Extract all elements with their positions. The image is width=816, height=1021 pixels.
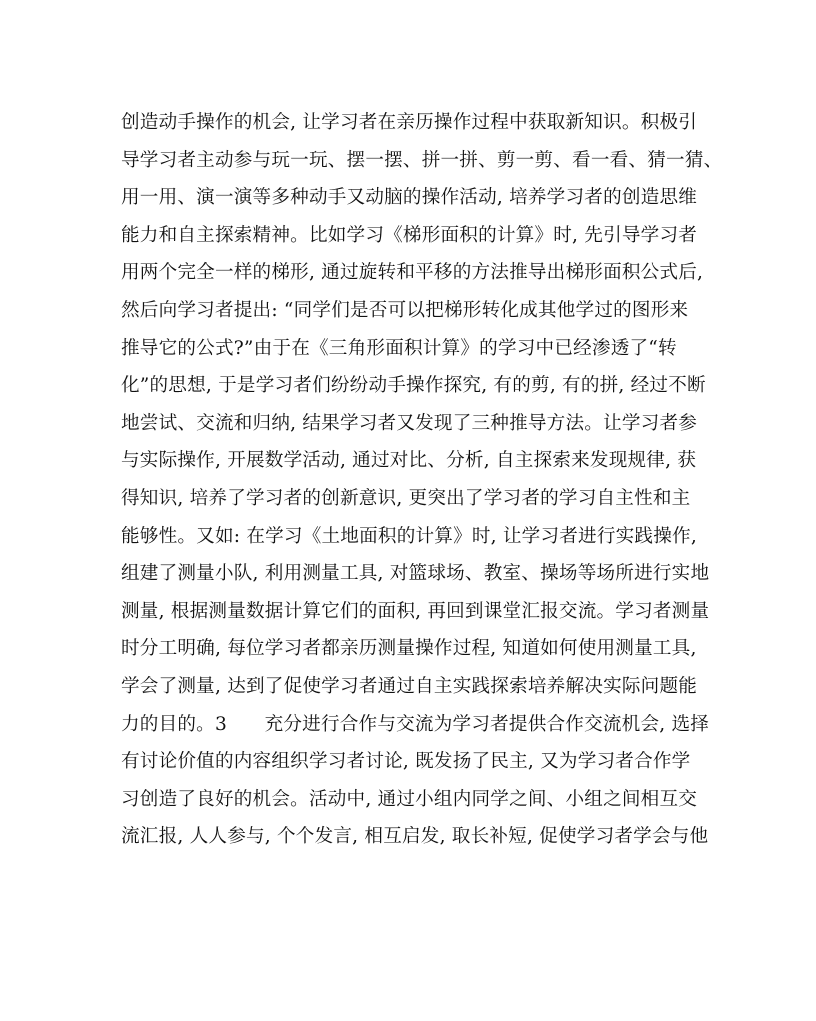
text-line: 测量, 根据测量数据计算它们的面积, 再回到课堂汇报交流。学习者测量: [121, 600, 710, 622]
text-line: 组建了测量小队, 利用测量工具, 对篮球场、教室、操场等场所进行实地: [121, 563, 710, 585]
text-line: 力的目的。3 充分进行合作与交流为学习者提供合作交流机会, 选择: [121, 713, 710, 735]
text-line: 导学习者主动参与玩一玩、摆一摆、拼一拼、剪一剪、看一看、猜一猜、: [121, 149, 723, 171]
text-line: 习创造了良好的机会。活动中, 通过小组内同学之间、小组之间相互交: [121, 788, 698, 810]
text-line: 能够性。又如: 在学习《土地面积的计算》时, 让学习者进行实践操作,: [121, 525, 697, 547]
text-line: 能力和自主探索精神。比如学习《梯形面积的计算》时, 先引导学习者: [121, 224, 698, 246]
text-line: 推导它的公式?”由于在《三角形面积计算》的学习中已经渗透了“转: [121, 337, 677, 359]
text-line: 用一用、演一演等多种动手又动脑的操作活动, 培养学习者的创造思维: [121, 187, 698, 209]
text-line: 地尝试、交流和归纳, 结果学习者又发现了三种推导方法。让学习者参: [121, 412, 698, 434]
text-line: 化”的思想, 于是学习者们纷纷动手操作探究, 有的剪, 有的拼, 经过不断: [121, 375, 706, 397]
text-line: 创造动手操作的机会, 让学习者在亲历操作过程中获取新知识。积极引: [121, 112, 698, 133]
text-line: 流汇报, 人人参与, 个个发言, 相互启发, 取长补短, 促使学习者学会与他: [121, 826, 709, 848]
text-line: 用两个完全一样的梯形, 通过旋转和平移的方法推导出梯形面积公式后,: [121, 262, 704, 284]
text-line: 然后向学习者提出: “同学们是否可以把梯形转化成其他学过的图形来: [121, 299, 689, 321]
text-line: 学会了测量, 达到了促使学习者通过自主实践探索培养解决实际问题能: [121, 675, 698, 697]
text-line: 得知识, 培养了学习者的创新意识, 更突出了学习者的学习自主性和主: [121, 487, 691, 509]
text-line: 有讨论价值的内容组织学习者讨论, 既发扬了民主, 又为学习者合作学: [121, 751, 691, 773]
text-line: 与实际操作, 开展数学活动, 通过对比、分析, 自主探索来发现规律, 获: [121, 450, 697, 472]
text-line: 时分工明确, 每位学习者都亲历测量操作过程, 知道如何使用测量工具,: [121, 638, 697, 660]
body-text: [121, 104, 723, 856]
